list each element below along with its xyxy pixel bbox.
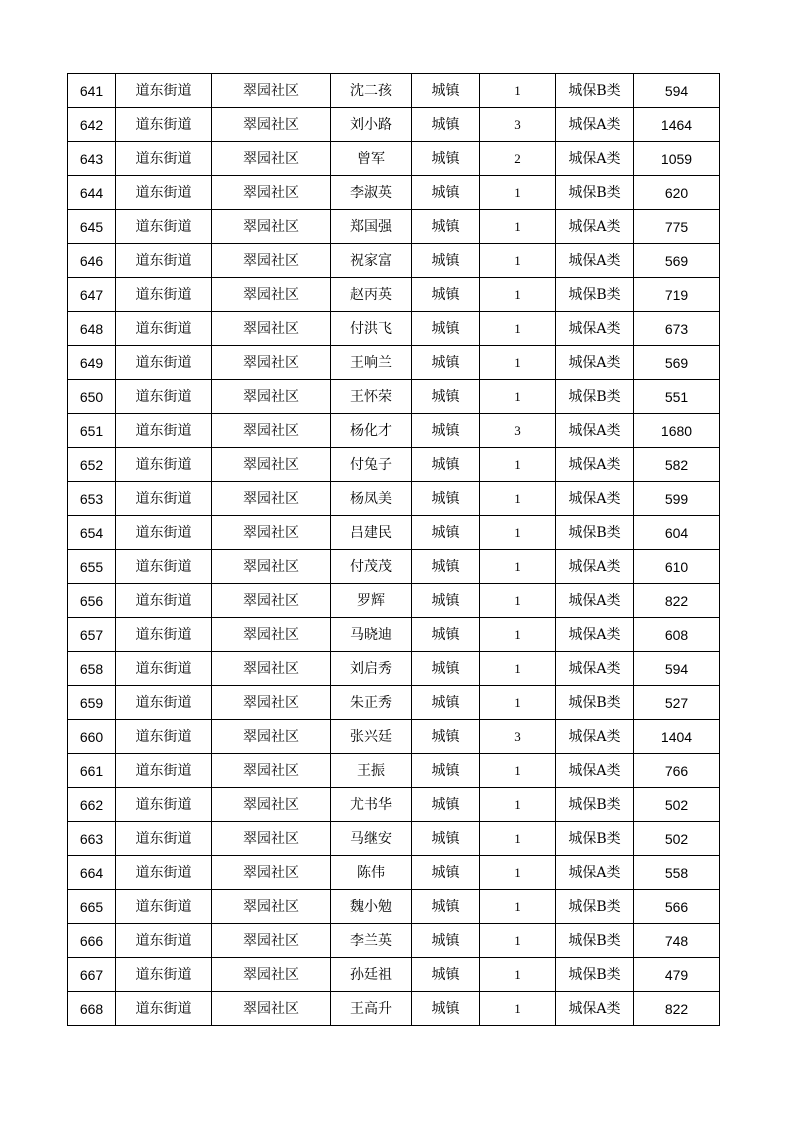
amount-cell: 569	[634, 244, 720, 278]
insurance-category-cell: 城保B类	[556, 516, 634, 550]
community-cell: 翠园社区	[212, 210, 331, 244]
row-number-cell: 643	[68, 142, 116, 176]
community-cell: 翠园社区	[212, 74, 331, 108]
community-cell: 翠园社区	[212, 516, 331, 550]
community-cell: 翠园社区	[212, 278, 331, 312]
area-type-cell: 城镇	[412, 278, 480, 312]
person-name-cell: 祝家富	[331, 244, 412, 278]
insurance-category-cell: 城保A类	[556, 346, 634, 380]
person-name-cell: 付洪飞	[331, 312, 412, 346]
community-cell: 翠园社区	[212, 890, 331, 924]
area-type-cell: 城镇	[412, 142, 480, 176]
street-cell: 道东街道	[116, 890, 212, 924]
insurance-category-cell: 城保A类	[556, 550, 634, 584]
insurance-category-cell: 城保A类	[556, 142, 634, 176]
insurance-category-cell: 城保A类	[556, 414, 634, 448]
household-count-cell: 3	[480, 108, 556, 142]
row-number-cell: 656	[68, 584, 116, 618]
person-name-cell: 杨化才	[331, 414, 412, 448]
row-number-cell: 667	[68, 958, 116, 992]
household-count-cell: 1	[480, 346, 556, 380]
area-type-cell: 城镇	[412, 720, 480, 754]
amount-cell: 594	[634, 74, 720, 108]
person-name-cell: 陈伟	[331, 856, 412, 890]
row-number-cell: 642	[68, 108, 116, 142]
household-count-cell: 1	[480, 652, 556, 686]
street-cell: 道东街道	[116, 244, 212, 278]
table-row	[68, 720, 720, 754]
table-row	[68, 584, 720, 618]
row-number-cell: 659	[68, 686, 116, 720]
area-type-cell: 城镇	[412, 890, 480, 924]
person-name-cell: 孙廷祖	[331, 958, 412, 992]
community-cell: 翠园社区	[212, 652, 331, 686]
insurance-category-cell: 城保B类	[556, 176, 634, 210]
community-cell: 翠园社区	[212, 312, 331, 346]
community-cell: 翠园社区	[212, 244, 331, 278]
household-count-cell: 1	[480, 74, 556, 108]
household-count-cell: 1	[480, 516, 556, 550]
community-cell: 翠园社区	[212, 176, 331, 210]
table-row	[68, 448, 720, 482]
amount-cell: 608	[634, 618, 720, 652]
community-cell: 翠园社区	[212, 992, 331, 1026]
area-type-cell: 城镇	[412, 74, 480, 108]
person-name-cell: 王怀荣	[331, 380, 412, 414]
community-cell: 翠园社区	[212, 380, 331, 414]
area-type-cell: 城镇	[412, 482, 480, 516]
table-row	[68, 618, 720, 652]
community-cell: 翠园社区	[212, 142, 331, 176]
amount-cell: 1059	[634, 142, 720, 176]
street-cell: 道东街道	[116, 448, 212, 482]
person-name-cell: 李兰英	[331, 924, 412, 958]
row-number-cell: 660	[68, 720, 116, 754]
insurance-category-cell: 城保A类	[556, 482, 634, 516]
row-number-cell: 645	[68, 210, 116, 244]
table-row	[68, 822, 720, 856]
person-name-cell: 郑国强	[331, 210, 412, 244]
area-type-cell: 城镇	[412, 822, 480, 856]
amount-cell: 766	[634, 754, 720, 788]
person-name-cell: 杨凤美	[331, 482, 412, 516]
insurance-category-cell: 城保A类	[556, 652, 634, 686]
household-count-cell: 1	[480, 278, 556, 312]
row-number-cell: 661	[68, 754, 116, 788]
household-count-cell: 1	[480, 890, 556, 924]
person-name-cell: 马晓迪	[331, 618, 412, 652]
area-type-cell: 城镇	[412, 346, 480, 380]
household-count-cell: 1	[480, 550, 556, 584]
area-type-cell: 城镇	[412, 856, 480, 890]
table-row	[68, 856, 720, 890]
community-cell: 翠园社区	[212, 958, 331, 992]
row-number-cell: 651	[68, 414, 116, 448]
area-type-cell: 城镇	[412, 380, 480, 414]
amount-cell: 604	[634, 516, 720, 550]
amount-cell: 610	[634, 550, 720, 584]
household-count-cell: 1	[480, 958, 556, 992]
table-row	[68, 788, 720, 822]
row-number-cell: 664	[68, 856, 116, 890]
area-type-cell: 城镇	[412, 448, 480, 482]
insurance-category-cell: 城保A类	[556, 720, 634, 754]
amount-cell: 569	[634, 346, 720, 380]
area-type-cell: 城镇	[412, 210, 480, 244]
insurance-category-cell: 城保A类	[556, 108, 634, 142]
table-row	[68, 176, 720, 210]
household-count-cell: 1	[480, 618, 556, 652]
street-cell: 道东街道	[116, 346, 212, 380]
community-cell: 翠园社区	[212, 108, 331, 142]
row-number-cell: 641	[68, 74, 116, 108]
street-cell: 道东街道	[116, 74, 212, 108]
household-count-cell: 1	[480, 244, 556, 278]
table-row	[68, 516, 720, 550]
community-cell: 翠园社区	[212, 618, 331, 652]
row-number-cell: 650	[68, 380, 116, 414]
household-count-cell: 1	[480, 686, 556, 720]
household-count-cell: 1	[480, 380, 556, 414]
street-cell: 道东街道	[116, 992, 212, 1026]
roster-table	[67, 73, 720, 1026]
insurance-category-cell: 城保A类	[556, 312, 634, 346]
household-count-cell: 1	[480, 448, 556, 482]
person-name-cell: 刘小路	[331, 108, 412, 142]
table-row	[68, 312, 720, 346]
street-cell: 道东街道	[116, 686, 212, 720]
household-count-cell: 1	[480, 856, 556, 890]
household-count-cell: 1	[480, 788, 556, 822]
insurance-category-cell: 城保A类	[556, 754, 634, 788]
insurance-category-cell: 城保B类	[556, 74, 634, 108]
street-cell: 道东街道	[116, 414, 212, 448]
person-name-cell: 尤书华	[331, 788, 412, 822]
community-cell: 翠园社区	[212, 346, 331, 380]
person-name-cell: 李淑英	[331, 176, 412, 210]
area-type-cell: 城镇	[412, 584, 480, 618]
household-count-cell: 3	[480, 414, 556, 448]
street-cell: 道东街道	[116, 584, 212, 618]
table-row	[68, 244, 720, 278]
row-number-cell: 647	[68, 278, 116, 312]
street-cell: 道东街道	[116, 550, 212, 584]
community-cell: 翠园社区	[212, 822, 331, 856]
street-cell: 道东街道	[116, 652, 212, 686]
area-type-cell: 城镇	[412, 550, 480, 584]
person-name-cell: 付兔子	[331, 448, 412, 482]
street-cell: 道东街道	[116, 176, 212, 210]
community-cell: 翠园社区	[212, 924, 331, 958]
row-number-cell: 663	[68, 822, 116, 856]
amount-cell: 1680	[634, 414, 720, 448]
insurance-category-cell: 城保A类	[556, 856, 634, 890]
row-number-cell: 658	[68, 652, 116, 686]
row-number-cell: 648	[68, 312, 116, 346]
amount-cell: 527	[634, 686, 720, 720]
insurance-category-cell: 城保B类	[556, 278, 634, 312]
insurance-category-cell: 城保A类	[556, 584, 634, 618]
row-number-cell: 657	[68, 618, 116, 652]
amount-cell: 558	[634, 856, 720, 890]
area-type-cell: 城镇	[412, 108, 480, 142]
amount-cell: 719	[634, 278, 720, 312]
row-number-cell: 655	[68, 550, 116, 584]
table-row	[68, 550, 720, 584]
amount-cell: 594	[634, 652, 720, 686]
table-row	[68, 958, 720, 992]
amount-cell: 822	[634, 584, 720, 618]
person-name-cell: 朱正秀	[331, 686, 412, 720]
person-name-cell: 王响兰	[331, 346, 412, 380]
household-count-cell: 1	[480, 176, 556, 210]
household-count-cell: 2	[480, 142, 556, 176]
insurance-category-cell: 城保B类	[556, 958, 634, 992]
amount-cell: 673	[634, 312, 720, 346]
amount-cell: 620	[634, 176, 720, 210]
area-type-cell: 城镇	[412, 244, 480, 278]
area-type-cell: 城镇	[412, 176, 480, 210]
person-name-cell: 王振	[331, 754, 412, 788]
amount-cell: 566	[634, 890, 720, 924]
person-name-cell: 魏小勉	[331, 890, 412, 924]
table-row	[68, 992, 720, 1026]
table-row	[68, 142, 720, 176]
household-count-cell: 1	[480, 482, 556, 516]
household-count-cell: 1	[480, 992, 556, 1026]
community-cell: 翠园社区	[212, 448, 331, 482]
street-cell: 道东街道	[116, 142, 212, 176]
community-cell: 翠园社区	[212, 720, 331, 754]
person-name-cell: 沈二孩	[331, 74, 412, 108]
amount-cell: 551	[634, 380, 720, 414]
area-type-cell: 城镇	[412, 414, 480, 448]
street-cell: 道东街道	[116, 516, 212, 550]
person-name-cell: 马继安	[331, 822, 412, 856]
area-type-cell: 城镇	[412, 516, 480, 550]
insurance-category-cell: 城保B类	[556, 924, 634, 958]
area-type-cell: 城镇	[412, 754, 480, 788]
row-number-cell: 652	[68, 448, 116, 482]
amount-cell: 502	[634, 822, 720, 856]
table-row	[68, 686, 720, 720]
person-name-cell: 刘启秀	[331, 652, 412, 686]
row-number-cell: 662	[68, 788, 116, 822]
community-cell: 翠园社区	[212, 856, 331, 890]
area-type-cell: 城镇	[412, 652, 480, 686]
street-cell: 道东街道	[116, 618, 212, 652]
household-count-cell: 1	[480, 584, 556, 618]
community-cell: 翠园社区	[212, 584, 331, 618]
area-type-cell: 城镇	[412, 924, 480, 958]
row-number-cell: 653	[68, 482, 116, 516]
household-count-cell: 1	[480, 210, 556, 244]
insurance-category-cell: 城保B类	[556, 890, 634, 924]
table-row	[68, 278, 720, 312]
row-number-cell: 666	[68, 924, 116, 958]
person-name-cell: 付茂茂	[331, 550, 412, 584]
amount-cell: 502	[634, 788, 720, 822]
area-type-cell: 城镇	[412, 686, 480, 720]
street-cell: 道东街道	[116, 822, 212, 856]
person-name-cell: 罗辉	[331, 584, 412, 618]
row-number-cell: 649	[68, 346, 116, 380]
street-cell: 道东街道	[116, 278, 212, 312]
household-count-cell: 1	[480, 312, 556, 346]
insurance-category-cell: 城保B类	[556, 788, 634, 822]
table-row	[68, 414, 720, 448]
amount-cell: 748	[634, 924, 720, 958]
table-row	[68, 380, 720, 414]
row-number-cell: 654	[68, 516, 116, 550]
household-count-cell: 1	[480, 822, 556, 856]
household-count-cell: 1	[480, 754, 556, 788]
person-name-cell: 王高升	[331, 992, 412, 1026]
area-type-cell: 城镇	[412, 312, 480, 346]
roster-table-body	[68, 74, 720, 1026]
area-type-cell: 城镇	[412, 958, 480, 992]
person-name-cell: 赵丙英	[331, 278, 412, 312]
community-cell: 翠园社区	[212, 686, 331, 720]
insurance-category-cell: 城保A类	[556, 448, 634, 482]
insurance-category-cell: 城保A类	[556, 210, 634, 244]
street-cell: 道东街道	[116, 720, 212, 754]
table-row	[68, 210, 720, 244]
street-cell: 道东街道	[116, 312, 212, 346]
amount-cell: 1464	[634, 108, 720, 142]
street-cell: 道东街道	[116, 380, 212, 414]
community-cell: 翠园社区	[212, 754, 331, 788]
street-cell: 道东街道	[116, 788, 212, 822]
street-cell: 道东街道	[116, 108, 212, 142]
insurance-category-cell: 城保A类	[556, 992, 634, 1026]
insurance-category-cell: 城保A类	[556, 618, 634, 652]
table-row	[68, 482, 720, 516]
area-type-cell: 城镇	[412, 788, 480, 822]
community-cell: 翠园社区	[212, 482, 331, 516]
table-row	[68, 754, 720, 788]
household-count-cell: 3	[480, 720, 556, 754]
amount-cell: 1404	[634, 720, 720, 754]
amount-cell: 822	[634, 992, 720, 1026]
row-number-cell: 668	[68, 992, 116, 1026]
insurance-category-cell: 城保A类	[556, 244, 634, 278]
insurance-category-cell: 城保B类	[556, 380, 634, 414]
insurance-category-cell: 城保B类	[556, 822, 634, 856]
area-type-cell: 城镇	[412, 992, 480, 1026]
street-cell: 道东街道	[116, 210, 212, 244]
amount-cell: 599	[634, 482, 720, 516]
street-cell: 道东街道	[116, 856, 212, 890]
insurance-category-cell: 城保B类	[556, 686, 634, 720]
household-count-cell: 1	[480, 924, 556, 958]
table-row	[68, 108, 720, 142]
amount-cell: 479	[634, 958, 720, 992]
person-name-cell: 吕建民	[331, 516, 412, 550]
street-cell: 道东街道	[116, 924, 212, 958]
table-row	[68, 924, 720, 958]
amount-cell: 775	[634, 210, 720, 244]
community-cell: 翠园社区	[212, 788, 331, 822]
street-cell: 道东街道	[116, 754, 212, 788]
table-row	[68, 74, 720, 108]
area-type-cell: 城镇	[412, 618, 480, 652]
street-cell: 道东街道	[116, 958, 212, 992]
community-cell: 翠园社区	[212, 414, 331, 448]
row-number-cell: 646	[68, 244, 116, 278]
row-number-cell: 665	[68, 890, 116, 924]
table-row	[68, 890, 720, 924]
person-name-cell: 张兴廷	[331, 720, 412, 754]
street-cell: 道东街道	[116, 482, 212, 516]
community-cell: 翠园社区	[212, 550, 331, 584]
table-row	[68, 346, 720, 380]
table-row	[68, 652, 720, 686]
row-number-cell: 644	[68, 176, 116, 210]
amount-cell: 582	[634, 448, 720, 482]
person-name-cell: 曾军	[331, 142, 412, 176]
